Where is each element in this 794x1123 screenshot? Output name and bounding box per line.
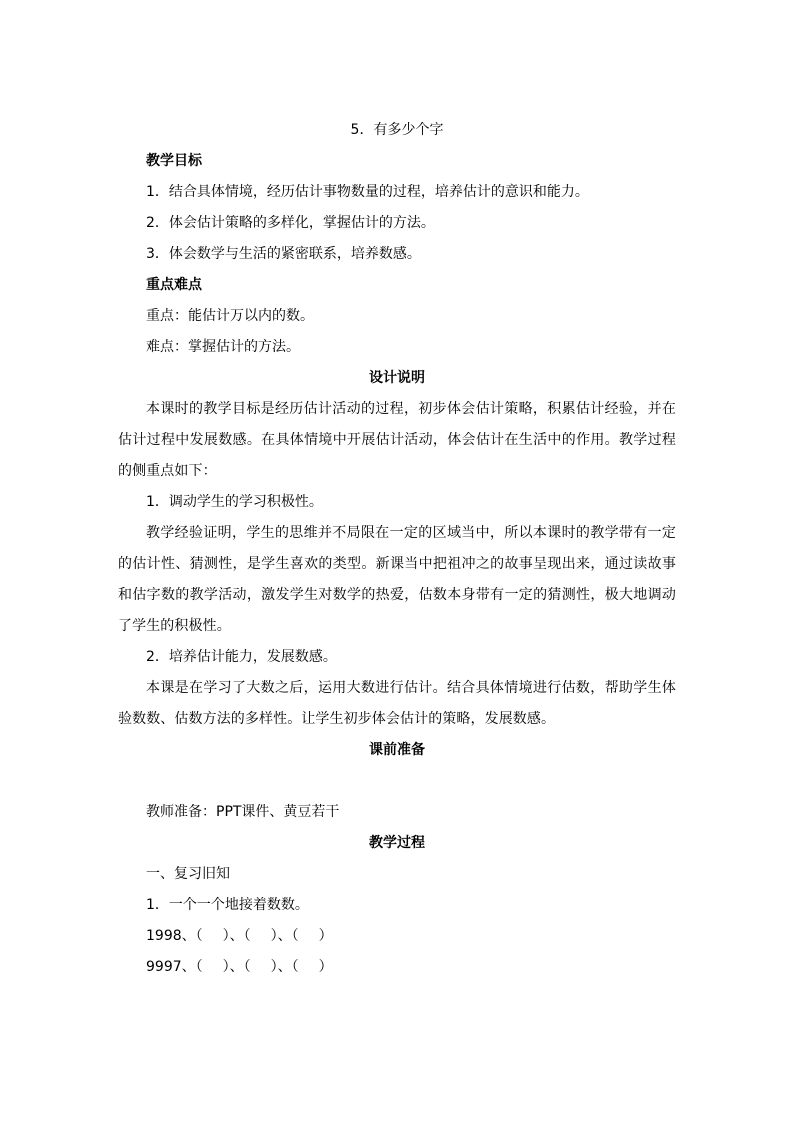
design-heading: 设计说明 <box>369 370 425 386</box>
design-point-paragraph: 教学经验证明，学生的思维并不局限在一定的区域当中，所以本课时的教学带有一定的估计性、猜测性，是学生喜欢的类型。新课当中把祖冲之的故事呈现出来，通过读故事和估字数的教学活动，激发学生对数学的热爱，估数本身带有一定的猜测性，极大地调动了学生的积极性。 <box>118 525 676 634</box>
sequence-start-number: 1998 <box>146 928 182 944</box>
objective-item: 1．结合具体情境，经历估计事物数量的过程，培养估计的意识和能力。 <box>146 184 589 200</box>
design-point-title: 1．调动学生的学习积极性。 <box>146 494 323 510</box>
key-points-heading: 重点难点 <box>146 277 202 293</box>
objectives-heading: 教学目标 <box>146 153 202 169</box>
objective-item: 3．体会数学与生活的紧密联系，培养数感。 <box>146 246 421 262</box>
spacer <box>118 766 676 797</box>
design-intro-paragraph: 本课时的教学目标是经历估计活动的过程，初步体会估计策略，积累估计经验，并在估计过程中发展数感。在具体情境中开展估计活动，体会估计在生活中的作用。教学过程的侧重点如下： <box>118 401 676 479</box>
number-sequence-row: 1998、（ ）、（ ）、（ ） <box>146 928 333 944</box>
process-task: 1．一个一个地接着数数。 <box>146 897 309 913</box>
key-point: 重点：能估计万以内的数。 <box>146 308 314 324</box>
document-body <box>118 115 676 983</box>
process-heading: 教学过程 <box>369 835 425 851</box>
design-point-title: 2．培养估计能力，发展数感。 <box>146 649 337 665</box>
lesson-title: 5．有多少个字 <box>350 122 444 138</box>
teacher-prep: 教师准备：PPT课件、黄豆若干 <box>146 804 340 820</box>
objective-item: 2．体会估计策略的多样化，掌握估计的方法。 <box>146 215 435 231</box>
sequence-start-number: 9997 <box>146 959 182 975</box>
number-sequence-row: 9997、（ ）、（ ）、（ ） <box>146 959 333 975</box>
prep-heading: 课前准备 <box>369 742 425 758</box>
difficult-point: 难点：掌握估计的方法。 <box>146 339 300 355</box>
design-point-paragraph: 本课是在学习了大数之后，运用大数进行估计。结合具体情境进行估数，帮助学生体验数数、估数方法的多样性。让学生初步体会估计的策略，发展数感。 <box>118 680 676 727</box>
process-part-heading: 一、复习旧知 <box>146 866 230 882</box>
